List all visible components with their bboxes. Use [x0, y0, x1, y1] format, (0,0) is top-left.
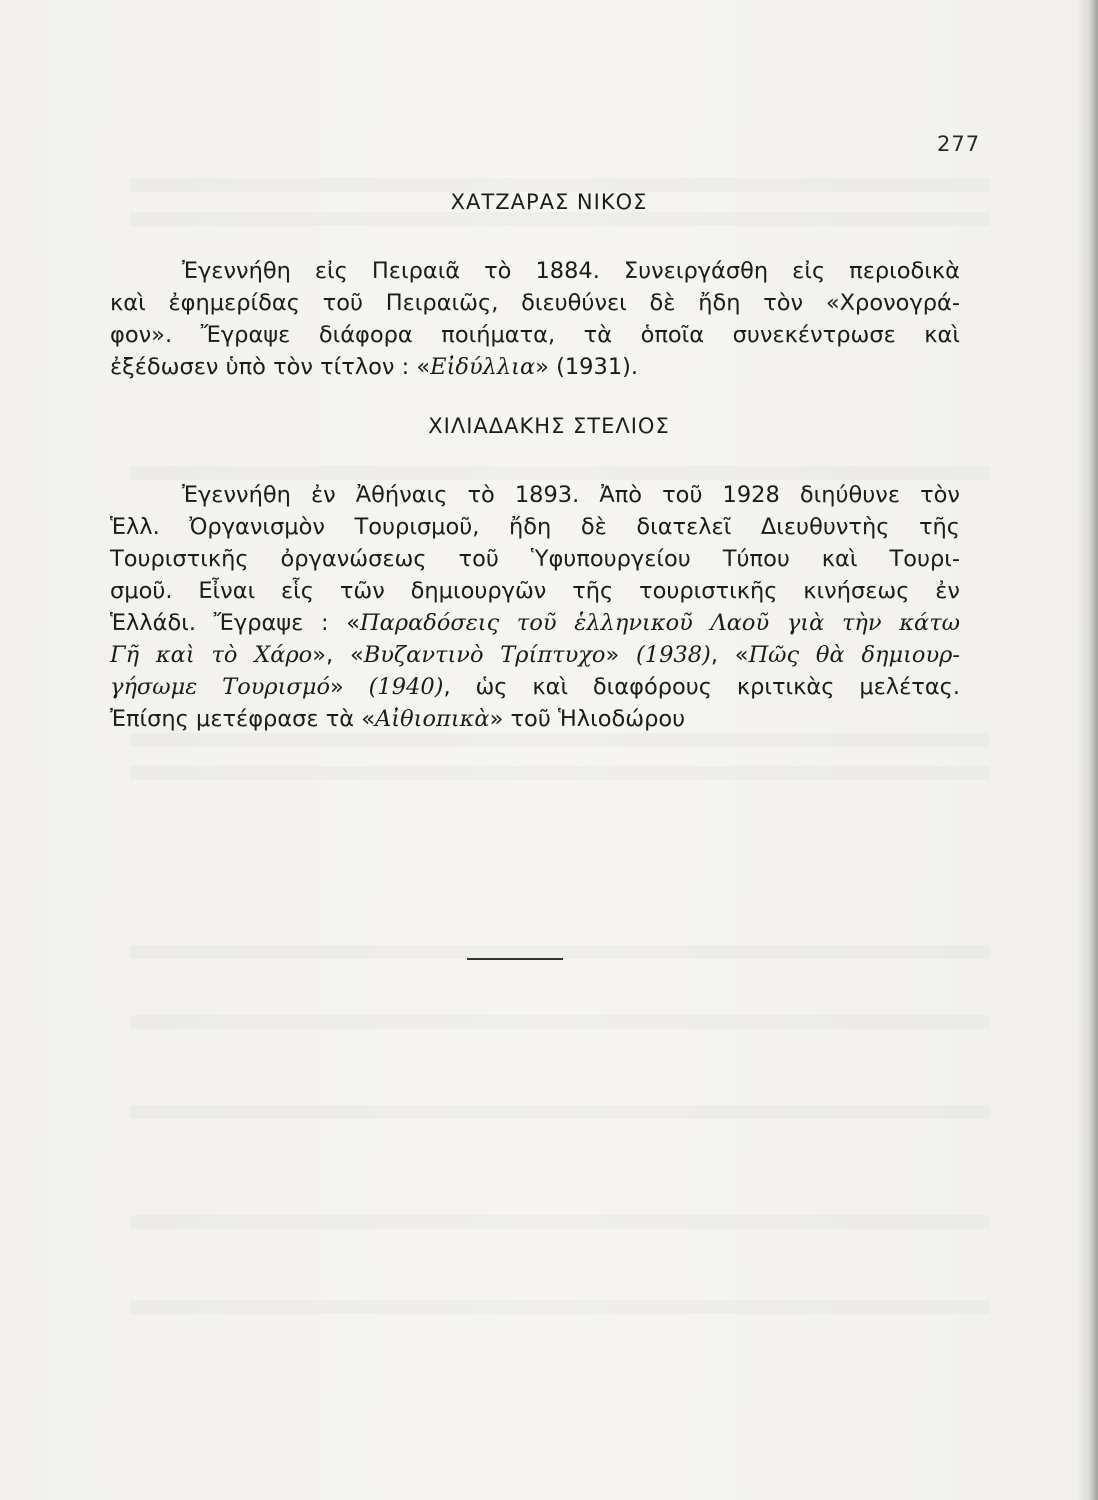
entry-text-line: Τουριστικῆς ὀργανώσεως τοῦ Ὑφυπουργείου Τύπου καὶ Τουρι-	[110, 546, 960, 572]
book-title: Εἰδύλλια	[430, 354, 536, 380]
entry-text-line: Ἐγεννήθη ἐν Ἀθήναις τὸ 1893. Ἀπὸ τοῦ 1928 διηύθυνε τὸν	[182, 482, 960, 508]
entry-text-line: γήσωμε Τουρισμό» (1940), ὡς καὶ διαφόρους κριτικὰς μελέτας.	[110, 674, 961, 700]
book-title: γήσωμε Τουρισμό	[110, 674, 330, 700]
entry-text-line: Ἐγεννήθη εἰς Πειραιᾶ τὸ 1884. Συνειργάσθη εἰς περιοδικὰ	[182, 258, 960, 284]
entry-title: ΧΑΤΖΑΡΑΣ ΝΙΚΟΣ	[450, 190, 648, 214]
book-title: Γῆ καὶ τὸ Χάρο	[110, 642, 313, 668]
entry-text-line: Ἑλλάδι. Ἔγραψε : «Παραδόσεις τοῦ ἑλληνικοῦ Λαοῦ γιὰ τὴν κάτω	[110, 610, 960, 636]
entry-text-line: σμοῦ. Εἶναι εἷς τῶν δημιουργῶν τῆς τουριστικῆς κινήσεως ἐν	[110, 578, 960, 604]
show-through-text	[130, 945, 990, 959]
section-divider-rule	[467, 958, 563, 960]
show-through-text	[130, 466, 990, 480]
show-through-text	[130, 1215, 990, 1229]
page-number: 277	[937, 132, 981, 156]
show-through-text	[130, 1300, 990, 1314]
entry-text-line: Γῆ καὶ τὸ Χάρο», «Βυζαντινὸ Τρίπτυχο» (1938), «Πῶς θὰ δημιουρ-	[110, 642, 960, 668]
book-title: Πῶς θὰ δημιουρ-	[748, 642, 960, 668]
book-title: Παραδόσεις τοῦ ἑλληνικοῦ Λαοῦ γιὰ τὴν κάτω	[360, 610, 960, 636]
entry-text-line: καὶ ἐφημερίδας τοῦ Πειραιῶς, διευθύνει δὲ ἤδη τὸν «Χρονογρά-	[110, 290, 960, 316]
show-through-text	[130, 766, 990, 780]
entry-text-line: φον». Ἔγραψε διάφορα ποιήματα, τὰ ὁποῖα συνεκέντρωσε καὶ	[110, 322, 960, 348]
entry-text-line: Ἑλλ. Ὀργανισμὸν Τουρισμοῦ, ἤδη δὲ διατελεῖ Διευθυντὴς τῆς	[110, 514, 960, 540]
show-through-text	[130, 733, 990, 747]
show-through-text	[130, 1015, 990, 1029]
entry-text-line: ἐξέδωσεν ὑπὸ τὸν τίτλον : «Εἰδύλλια» (1931).	[110, 354, 639, 380]
show-through-text	[130, 212, 990, 226]
book-title: Αἰθιοπικὰ	[375, 706, 490, 732]
book-title: Βυζαντινὸ Τρίπτυχο	[363, 642, 606, 668]
page-edge-shadow	[1076, 0, 1098, 1500]
publication-year: (1940)	[368, 674, 444, 700]
entry-title: ΧΙΛΙΑΔΑΚΗΣ ΣΤΕΛΙΟΣ	[428, 414, 670, 438]
show-through-text	[130, 1105, 990, 1119]
entry-text-line: Ἐπίσης μετέφρασε τὰ «Αἰθιοπικὰ» τοῦ Ἡλιοδώρου	[110, 706, 686, 732]
publication-year: (1938)	[636, 642, 711, 668]
